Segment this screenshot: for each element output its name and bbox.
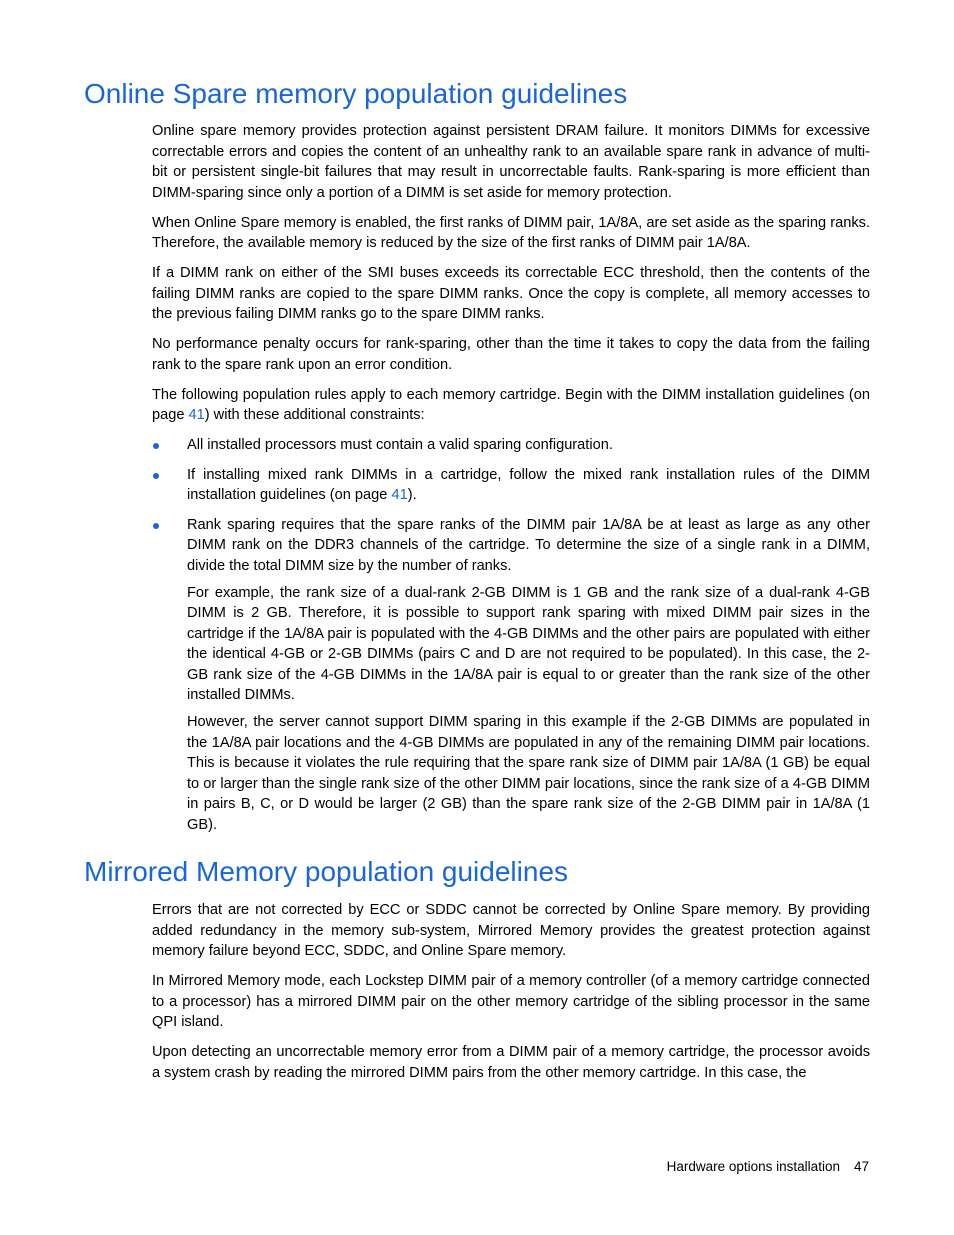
page-link[interactable]: 41 bbox=[391, 487, 408, 503]
text-run: ) with these additional constraints: bbox=[204, 407, 425, 423]
paragraph: Upon detecting an uncorrectable memory error from a DIMM pair of a memory cartridge, the processor avoids a system crash by reading the mirrored DIMM pairs from the other memory cartridge. In this case, the bbox=[152, 1044, 870, 1081]
page-footer bbox=[667, 1158, 869, 1176]
footer-label: Hardware options installation bbox=[666, 1159, 840, 1174]
page-link[interactable]: 41 bbox=[188, 407, 205, 423]
bullet-icon bbox=[153, 523, 159, 529]
paragraph: When Online Spare memory is enabled, the first ranks of DIMM pair, 1A/8A, are set aside as the sparing ranks. Therefore, the available memory is reduced by the size of the first ranks of DIMM pair 1A/8A. bbox=[152, 214, 870, 251]
paragraph: In Mirrored Memory mode, each Lockstep DIMM pair of a memory controller (of a memory cartridge connected to a processor) has a mirrored DIMM pair on the other memory cartridge of the sibling processor in the same QPI island. bbox=[152, 973, 870, 1030]
constraint-list bbox=[152, 435, 870, 835]
bullet-text bbox=[187, 465, 870, 506]
section-heading-mirrored-memory: Mirrored Memory population guidelines bbox=[84, 856, 569, 887]
text-run: ). bbox=[407, 487, 417, 503]
text-run: If installing mixed rank DIMMs in a cartridge, follow the mixed rank installation rules of the DIMM installation guidelines (on page bbox=[187, 466, 870, 503]
page-number: 47 bbox=[853, 1159, 869, 1174]
bullet-subparagraph: For example, the rank size of a dual-rank 2-GB DIMM is 1 GB and the rank size of a dual-rank 4-GB DIMM is 2 GB. Therefore, it is possible to support rank sparing with mixed DIMM pair sizes in the cartridge if the 1A/8A pair is populated with the 4-GB DIMMs and the other pairs are populated with either the identical 4-GB or 2-GB DIMMs (pairs C and D are not required to be populated). In this case, the 2-GB rank size of the 4-GB DIMMs in the 1A/8A pair is equal to or greater than the rank size of the other installed DIMMs. bbox=[187, 584, 870, 703]
paragraph: If a DIMM rank on either of the SMI buses exceeds its correctable ECC threshold, then the contents of the failing DIMM ranks are copied to the spare DIMM ranks. Once the copy is complete, all memory accesses to the previous failing DIMM ranks go to the spare DIMM ranks. bbox=[152, 265, 870, 322]
section-heading-online-spare: Online Spare memory population guidelines bbox=[84, 78, 628, 109]
list-item bbox=[152, 435, 870, 456]
paragraph-rules-intro bbox=[152, 385, 870, 426]
section-body-mirrored-memory bbox=[152, 900, 870, 1093]
text-run: The following population rules apply to each memory cartridge. Begin with the DIMM installation guidelines (on page bbox=[152, 386, 870, 423]
list-item bbox=[152, 515, 870, 836]
list-item bbox=[152, 465, 870, 506]
bullet-text: All installed processors must contain a valid sparing configuration. bbox=[187, 437, 613, 453]
paragraph: Errors that are not corrected by ECC or SDDC cannot be corrected by Online Spare memory. By providing added redundancy in the memory sub-system, Mirrored Memory provides the greatest protection against memory failure beyond ECC, SDDC, and Online Spare memory. bbox=[152, 902, 870, 959]
bullet-icon bbox=[153, 443, 159, 449]
bullet-icon bbox=[153, 473, 159, 479]
section-body-online-spare bbox=[152, 121, 870, 844]
bullet-subparagraph: However, the server cannot support DIMM sparing in this example if the 2-GB DIMMs are populated in the 1A/8A pair locations and the 4-GB DIMMs are populated in any of the remaining DIMM pair locations. This is because it violates the rule requiring that the spare rank size of DIMM pair 1A/8A (1 GB) be equal to or larger than the single rank size of the other DIMM pair locations, since the rank size of a 4-GB DIMM in pairs B, C, or D would be larger (2 GB) than the spare rank size of the 2-GB DIMM pair in 1A/8A (1 GB). bbox=[187, 714, 870, 833]
paragraph: Online spare memory provides protection against persistent DRAM failure. It monitors DIMMs for excessive correctable errors and copies the content of an unhealthy rank to an available spare rank in advance of multi-bit or persistent single-bit failures that may result in uncorrectable faults. Rank-sparing is more efficient than DIMM-sparing since only a portion of a DIMM is set aside for memory protection. bbox=[152, 123, 870, 201]
paragraph: No performance penalty occurs for rank-sparing, other than the time it takes to copy the data from the failing rank to the spare rank upon an error condition. bbox=[152, 336, 870, 373]
bullet-text: Rank sparing requires that the spare ranks of the DIMM pair 1A/8A be at least as large as any other DIMM rank on the DDR3 channels of the cartridge. To determine the size of a single rank in a DIMM, divide the total DIMM size by the number of ranks. bbox=[187, 516, 870, 574]
